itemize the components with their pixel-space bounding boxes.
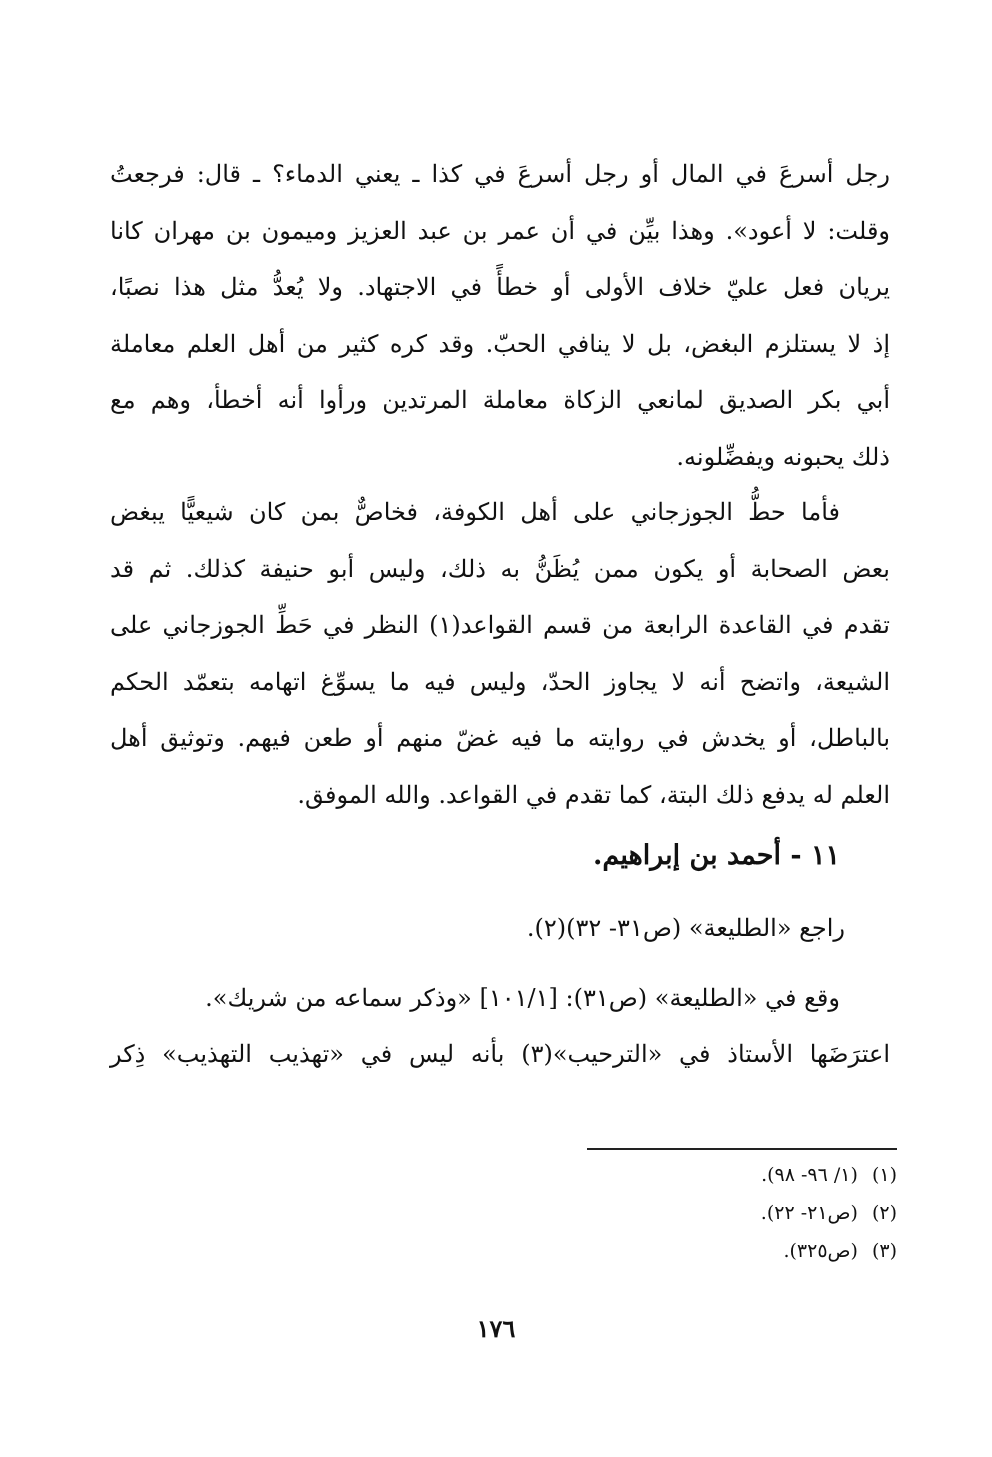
footnote-item xyxy=(560,1232,897,1270)
paragraph-2-line: تقدم في القاعدة الرابعة من قسم القواعد(١) النظر في حَطِّ الجوزجاني على xyxy=(110,611,890,639)
footnote-number: (١) xyxy=(871,1164,897,1186)
page-number: ١٧٦ xyxy=(476,1314,516,1343)
footnote-item xyxy=(560,1156,897,1194)
paragraph-2 xyxy=(110,484,890,823)
footnotes xyxy=(560,1156,897,1270)
paragraph-2-line: فأما حطُّ الجوزجاني على أهل الكوفة، فخاصٌّ بمن كان شيعيًّا يبغض xyxy=(110,498,840,526)
paragraph-3-line: وقع في «الطليعة» (ص٣١): [١٠١/١] «وذكر سماعه من شريك». xyxy=(205,984,840,1012)
paragraph-1 xyxy=(110,146,890,485)
footnote-text: (ص٢١- ٢٢). xyxy=(760,1202,858,1224)
paragraph-1-line: إذ لا يستلزم البغض، بل لا ينافي الحبّ. وقد كره كثير من أهل العلم معاملة xyxy=(110,329,890,358)
paragraph-2-line: الشيعة، واتضح أنه لا يجاوز الحدّ، وليس فيه ما يسوِّغ اتهامه بتعمّد الحكم xyxy=(110,667,890,696)
footnote-divider xyxy=(587,1148,897,1150)
footnote-number: (٢) xyxy=(871,1202,897,1224)
paragraph-1-line: رجل أسرعَ في المال أو رجل أسرعَ في كذا ـ يعني الدماء؟ ـ قال: فرجعتُ xyxy=(110,160,890,188)
footnote-text: (١/ ٩٦- ٩٨). xyxy=(761,1164,858,1186)
footnote-text: (ص٣٢٥). xyxy=(783,1240,858,1262)
paragraph-2-line: بعض الصحابة أو يكون ممن يُظَنُّ به ذلك، وليس أبو حنيفة كذلك. ثم قد xyxy=(110,554,890,583)
footnote-item xyxy=(560,1194,897,1232)
entry-heading: ١١ - أحمد بن إبراهيم. xyxy=(592,840,840,871)
paragraph-3 xyxy=(110,970,890,1082)
footnote-number: (٣) xyxy=(871,1240,897,1262)
paragraph-1-line: وقلت: لا أعود». وهذا بيِّن في أن عمر بن عبد العزيز وميمون بن مهران كانا xyxy=(110,216,891,245)
paragraph-2-line: العلم له يدفع ذلك البتة، كما تقدم في القواعد. والله الموفق. xyxy=(297,780,890,809)
paragraph-1-line: ذلك يحبونه ويفضِّلونه. xyxy=(676,442,890,471)
paragraph-3-line: اعترَضَها الأستاذ في «الترحيب»(٣) بأنه ليس في «تهذيب التهذيب» ذِكر xyxy=(110,1040,890,1068)
paragraph-1-line: يريان فعل عليّ خلاف الأولى أو خطأً في الاجتهاد. ولا يُعدُّ مثل هذا نصبًا، xyxy=(110,273,890,301)
paragraph-1-line: أبي بكر الصديق لمانعي الزكاة معاملة المرتدين ورأوا أنه أخطأ، وهم مع xyxy=(110,386,890,414)
paragraph-2-line: بالباطل، أو يخدش في روايته ما فيه غضّ منهم أو طعن فيهم. وتوثيق أهل xyxy=(110,724,890,752)
reference-line: راجع «الطليعة» (ص٣١- ٣٢)(٢). xyxy=(526,914,845,942)
